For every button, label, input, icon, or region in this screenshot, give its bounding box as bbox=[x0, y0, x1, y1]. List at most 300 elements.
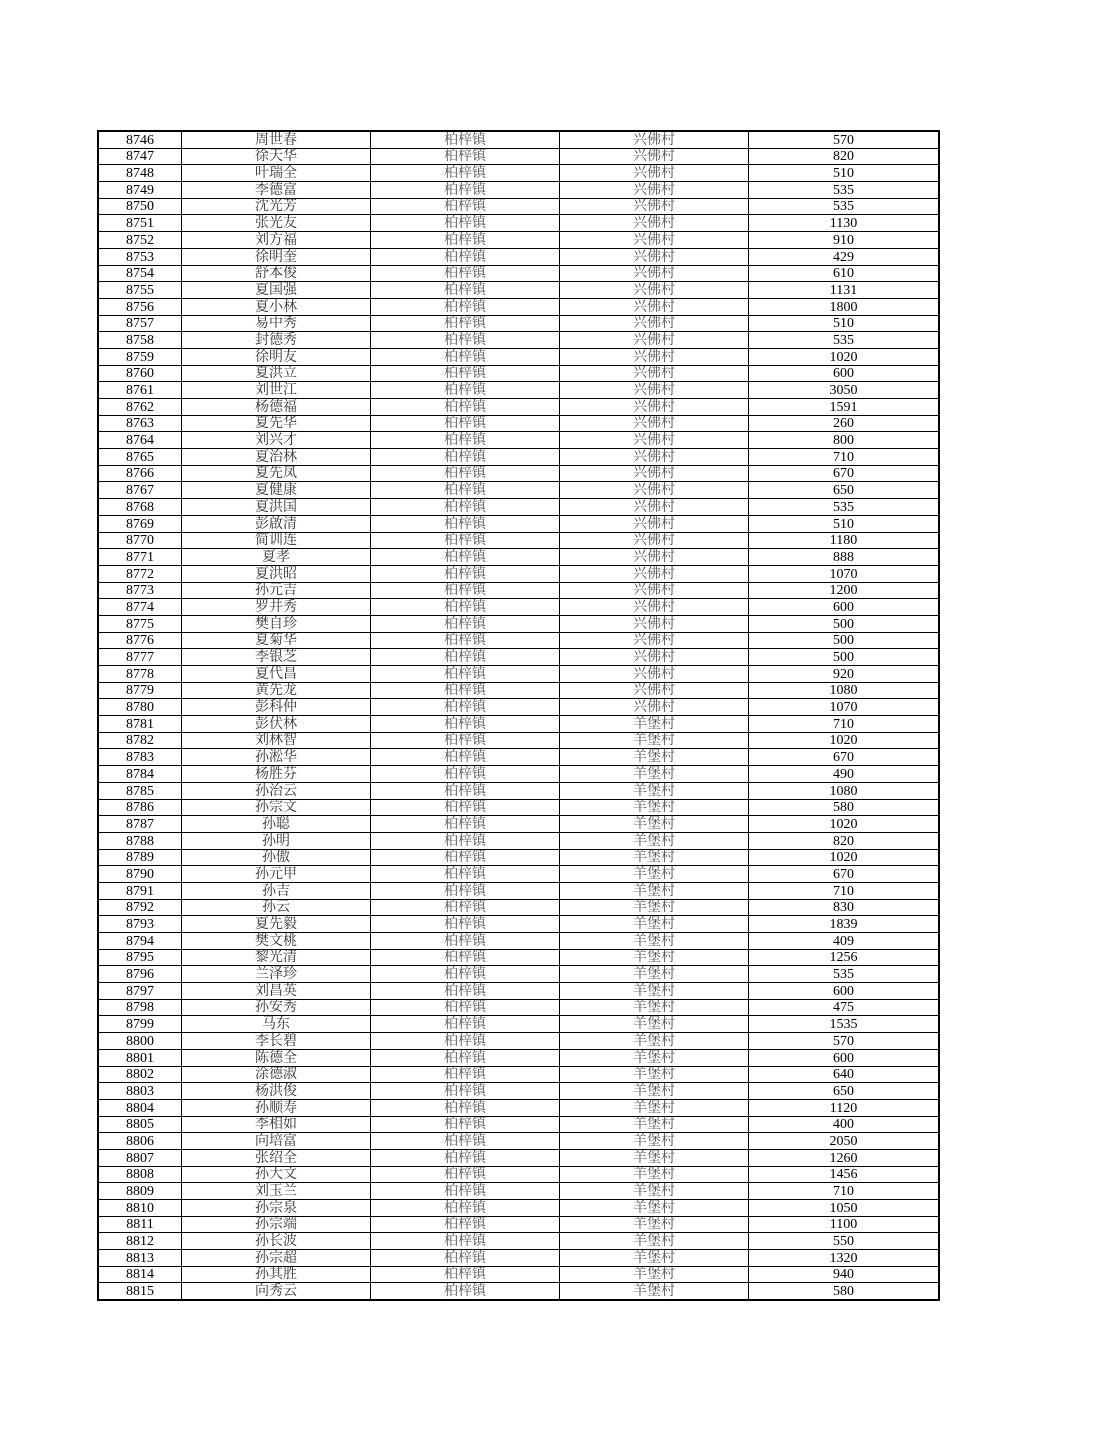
cell-name: 孙其胜 bbox=[182, 1266, 371, 1283]
cell-name: 李长碧 bbox=[182, 1033, 371, 1050]
cell-amount: 1200 bbox=[749, 582, 940, 599]
cell-id: 8761 bbox=[98, 382, 182, 399]
table-row bbox=[98, 232, 939, 249]
cell-town: 柏梓镇 bbox=[371, 399, 560, 416]
cell-amount: 1131 bbox=[749, 282, 940, 299]
cell-town: 柏梓镇 bbox=[371, 232, 560, 249]
cell-village: 兴佛村 bbox=[560, 131, 749, 148]
cell-id: 8812 bbox=[98, 1233, 182, 1250]
cell-amount: 500 bbox=[749, 632, 940, 649]
cell-name: 孙傲 bbox=[182, 849, 371, 866]
cell-village: 羊堡村 bbox=[560, 966, 749, 983]
cell-id: 8774 bbox=[98, 599, 182, 616]
cell-id: 8796 bbox=[98, 966, 182, 983]
table-row bbox=[98, 1283, 939, 1300]
cell-amount: 409 bbox=[749, 933, 940, 950]
cell-id: 8804 bbox=[98, 1099, 182, 1116]
cell-id: 8800 bbox=[98, 1033, 182, 1050]
cell-name: 孙淞华 bbox=[182, 749, 371, 766]
cell-name: 孙大文 bbox=[182, 1166, 371, 1183]
cell-village: 羊堡村 bbox=[560, 1099, 749, 1116]
cell-amount: 1591 bbox=[749, 399, 940, 416]
cell-id: 8789 bbox=[98, 849, 182, 866]
cell-name: 刘玉兰 bbox=[182, 1183, 371, 1200]
table-row bbox=[98, 582, 939, 599]
cell-amount: 670 bbox=[749, 749, 940, 766]
cell-name: 马东 bbox=[182, 1016, 371, 1033]
cell-id: 8768 bbox=[98, 499, 182, 516]
cell-village: 兴佛村 bbox=[560, 248, 749, 265]
cell-town: 柏梓镇 bbox=[371, 882, 560, 899]
cell-name: 夏治林 bbox=[182, 449, 371, 466]
cell-id: 8781 bbox=[98, 716, 182, 733]
cell-village: 兴佛村 bbox=[560, 148, 749, 165]
cell-id: 8750 bbox=[98, 198, 182, 215]
cell-id: 8773 bbox=[98, 582, 182, 599]
cell-village: 羊堡村 bbox=[560, 949, 749, 966]
cell-name: 孙明 bbox=[182, 832, 371, 849]
cell-name: 周世春 bbox=[182, 131, 371, 148]
table-row bbox=[98, 532, 939, 549]
cell-id: 8788 bbox=[98, 832, 182, 849]
cell-id: 8754 bbox=[98, 265, 182, 282]
table-row bbox=[98, 816, 939, 833]
cell-village: 羊堡村 bbox=[560, 732, 749, 749]
table-row bbox=[98, 599, 939, 616]
cell-id: 8794 bbox=[98, 933, 182, 950]
cell-village: 羊堡村 bbox=[560, 1200, 749, 1217]
cell-amount: 580 bbox=[749, 799, 940, 816]
cell-village: 羊堡村 bbox=[560, 749, 749, 766]
cell-town: 柏梓镇 bbox=[371, 832, 560, 849]
cell-name: 向秀云 bbox=[182, 1283, 371, 1300]
cell-town: 柏梓镇 bbox=[371, 1216, 560, 1233]
table-row bbox=[98, 916, 939, 933]
cell-name: 简训连 bbox=[182, 532, 371, 549]
cell-name: 罗井秀 bbox=[182, 599, 371, 616]
cell-id: 8793 bbox=[98, 916, 182, 933]
cell-village: 羊堡村 bbox=[560, 1049, 749, 1066]
cell-village: 羊堡村 bbox=[560, 1216, 749, 1233]
cell-name: 刘昌英 bbox=[182, 983, 371, 1000]
table-row bbox=[98, 1233, 939, 1250]
cell-town: 柏梓镇 bbox=[371, 1283, 560, 1300]
cell-town: 柏梓镇 bbox=[371, 248, 560, 265]
cell-name: 夏健康 bbox=[182, 482, 371, 499]
cell-amount: 650 bbox=[749, 482, 940, 499]
cell-town: 柏梓镇 bbox=[371, 916, 560, 933]
cell-town: 柏梓镇 bbox=[371, 782, 560, 799]
cell-town: 柏梓镇 bbox=[371, 348, 560, 365]
cell-amount: 910 bbox=[749, 232, 940, 249]
cell-village: 兴佛村 bbox=[560, 649, 749, 666]
cell-village: 兴佛村 bbox=[560, 298, 749, 315]
cell-village: 羊堡村 bbox=[560, 866, 749, 883]
cell-village: 兴佛村 bbox=[560, 482, 749, 499]
cell-amount: 600 bbox=[749, 983, 940, 1000]
cell-amount: 500 bbox=[749, 649, 940, 666]
table-row bbox=[98, 1016, 939, 1033]
table-row bbox=[98, 899, 939, 916]
cell-id: 8762 bbox=[98, 399, 182, 416]
cell-village: 兴佛村 bbox=[560, 615, 749, 632]
table-row bbox=[98, 365, 939, 382]
cell-amount: 1180 bbox=[749, 532, 940, 549]
cell-town: 柏梓镇 bbox=[371, 866, 560, 883]
cell-town: 柏梓镇 bbox=[371, 1200, 560, 1217]
cell-town: 柏梓镇 bbox=[371, 1183, 560, 1200]
table-row bbox=[98, 866, 939, 883]
cell-amount: 535 bbox=[749, 182, 940, 199]
cell-id: 8767 bbox=[98, 482, 182, 499]
cell-village: 兴佛村 bbox=[560, 282, 749, 299]
cell-village: 羊堡村 bbox=[560, 716, 749, 733]
cell-name: 孙云 bbox=[182, 899, 371, 916]
cell-town: 柏梓镇 bbox=[371, 1149, 560, 1166]
cell-name: 夏先凤 bbox=[182, 465, 371, 482]
cell-town: 柏梓镇 bbox=[371, 749, 560, 766]
cell-amount: 1070 bbox=[749, 565, 940, 582]
cell-village: 羊堡村 bbox=[560, 1266, 749, 1283]
cell-village: 羊堡村 bbox=[560, 1133, 749, 1150]
cell-id: 8757 bbox=[98, 315, 182, 332]
cell-amount: 1070 bbox=[749, 699, 940, 716]
cell-amount: 1100 bbox=[749, 1216, 940, 1233]
cell-amount: 710 bbox=[749, 1183, 940, 1200]
table-row bbox=[98, 849, 939, 866]
table-row bbox=[98, 131, 939, 148]
cell-name: 封德秀 bbox=[182, 332, 371, 349]
cell-amount: 600 bbox=[749, 1049, 940, 1066]
cell-amount: 1080 bbox=[749, 682, 940, 699]
cell-amount: 535 bbox=[749, 966, 940, 983]
cell-id: 8746 bbox=[98, 131, 182, 148]
cell-town: 柏梓镇 bbox=[371, 699, 560, 716]
cell-village: 羊堡村 bbox=[560, 1066, 749, 1083]
table-row bbox=[98, 1183, 939, 1200]
cell-village: 兴佛村 bbox=[560, 399, 749, 416]
table-row bbox=[98, 1200, 939, 1217]
cell-name: 孙宗超 bbox=[182, 1250, 371, 1267]
table-row bbox=[98, 632, 939, 649]
cell-amount: 475 bbox=[749, 999, 940, 1016]
table-row bbox=[98, 1066, 939, 1083]
cell-amount: 920 bbox=[749, 666, 940, 683]
cell-amount: 1256 bbox=[749, 949, 940, 966]
cell-name: 夏小林 bbox=[182, 298, 371, 315]
cell-amount: 535 bbox=[749, 198, 940, 215]
cell-town: 柏梓镇 bbox=[371, 1016, 560, 1033]
cell-town: 柏梓镇 bbox=[371, 1049, 560, 1066]
table-row bbox=[98, 298, 939, 315]
cell-village: 兴佛村 bbox=[560, 449, 749, 466]
cell-village: 羊堡村 bbox=[560, 1149, 749, 1166]
cell-town: 柏梓镇 bbox=[371, 182, 560, 199]
cell-town: 柏梓镇 bbox=[371, 449, 560, 466]
cell-name: 李德富 bbox=[182, 182, 371, 199]
cell-village: 兴佛村 bbox=[560, 432, 749, 449]
cell-town: 柏梓镇 bbox=[371, 732, 560, 749]
data-table bbox=[97, 130, 940, 1301]
cell-id: 8782 bbox=[98, 732, 182, 749]
cell-name: 孙安秀 bbox=[182, 999, 371, 1016]
cell-amount: 670 bbox=[749, 465, 940, 482]
cell-village: 羊堡村 bbox=[560, 1183, 749, 1200]
cell-name: 向培富 bbox=[182, 1133, 371, 1150]
cell-id: 8783 bbox=[98, 749, 182, 766]
cell-town: 柏梓镇 bbox=[371, 816, 560, 833]
cell-village: 羊堡村 bbox=[560, 1233, 749, 1250]
cell-id: 8792 bbox=[98, 899, 182, 916]
table-row bbox=[98, 615, 939, 632]
cell-name: 孙元吉 bbox=[182, 582, 371, 599]
cell-amount: 650 bbox=[749, 1083, 940, 1100]
cell-town: 柏梓镇 bbox=[371, 649, 560, 666]
cell-id: 8797 bbox=[98, 983, 182, 1000]
cell-amount: 1535 bbox=[749, 1016, 940, 1033]
cell-town: 柏梓镇 bbox=[371, 282, 560, 299]
cell-id: 8753 bbox=[98, 248, 182, 265]
cell-amount: 670 bbox=[749, 866, 940, 883]
cell-name: 兰泽珍 bbox=[182, 966, 371, 983]
table-row bbox=[98, 949, 939, 966]
table-row bbox=[98, 282, 939, 299]
cell-town: 柏梓镇 bbox=[371, 365, 560, 382]
cell-id: 8779 bbox=[98, 682, 182, 699]
cell-id: 8771 bbox=[98, 549, 182, 566]
cell-amount: 490 bbox=[749, 766, 940, 783]
cell-town: 柏梓镇 bbox=[371, 415, 560, 432]
cell-id: 8810 bbox=[98, 1200, 182, 1217]
cell-town: 柏梓镇 bbox=[371, 382, 560, 399]
cell-id: 8791 bbox=[98, 882, 182, 899]
cell-name: 孙宗泉 bbox=[182, 1200, 371, 1217]
cell-name: 陈德全 bbox=[182, 1049, 371, 1066]
cell-name: 夏先毅 bbox=[182, 916, 371, 933]
cell-name: 樊自珍 bbox=[182, 615, 371, 632]
cell-name: 刘世江 bbox=[182, 382, 371, 399]
cell-town: 柏梓镇 bbox=[371, 265, 560, 282]
cell-id: 8780 bbox=[98, 699, 182, 716]
cell-id: 8756 bbox=[98, 298, 182, 315]
cell-name: 孙宗端 bbox=[182, 1216, 371, 1233]
cell-village: 羊堡村 bbox=[560, 849, 749, 866]
table-row bbox=[98, 666, 939, 683]
table-row bbox=[98, 732, 939, 749]
table-row bbox=[98, 799, 939, 816]
table-row bbox=[98, 649, 939, 666]
cell-town: 柏梓镇 bbox=[371, 549, 560, 566]
cell-name: 夏洪国 bbox=[182, 499, 371, 516]
cell-id: 8795 bbox=[98, 949, 182, 966]
cell-name: 夏先华 bbox=[182, 415, 371, 432]
cell-id: 8752 bbox=[98, 232, 182, 249]
cell-name: 夏菊华 bbox=[182, 632, 371, 649]
cell-village: 兴佛村 bbox=[560, 215, 749, 232]
cell-village: 羊堡村 bbox=[560, 1166, 749, 1183]
cell-amount: 888 bbox=[749, 549, 940, 566]
cell-village: 兴佛村 bbox=[560, 315, 749, 332]
cell-id: 8814 bbox=[98, 1266, 182, 1283]
table-row bbox=[98, 1250, 939, 1267]
table-row bbox=[98, 966, 939, 983]
cell-amount: 710 bbox=[749, 882, 940, 899]
cell-village: 羊堡村 bbox=[560, 933, 749, 950]
table-row bbox=[98, 766, 939, 783]
cell-name: 张光友 bbox=[182, 215, 371, 232]
cell-town: 柏梓镇 bbox=[371, 682, 560, 699]
cell-village: 羊堡村 bbox=[560, 882, 749, 899]
table-row bbox=[98, 248, 939, 265]
cell-town: 柏梓镇 bbox=[371, 899, 560, 916]
cell-town: 柏梓镇 bbox=[371, 215, 560, 232]
table-row bbox=[98, 1099, 939, 1116]
table-row bbox=[98, 1133, 939, 1150]
cell-name: 杨洪俊 bbox=[182, 1083, 371, 1100]
cell-id: 8765 bbox=[98, 449, 182, 466]
cell-amount: 1020 bbox=[749, 816, 940, 833]
cell-village: 兴佛村 bbox=[560, 682, 749, 699]
cell-village: 羊堡村 bbox=[560, 1116, 749, 1133]
table-row bbox=[98, 565, 939, 582]
cell-id: 8764 bbox=[98, 432, 182, 449]
cell-town: 柏梓镇 bbox=[371, 1033, 560, 1050]
table-row bbox=[98, 215, 939, 232]
cell-amount: 1020 bbox=[749, 732, 940, 749]
cell-town: 柏梓镇 bbox=[371, 198, 560, 215]
cell-amount: 1456 bbox=[749, 1166, 940, 1183]
cell-town: 柏梓镇 bbox=[371, 1266, 560, 1283]
cell-name: 彭科仲 bbox=[182, 699, 371, 716]
table-row bbox=[98, 999, 939, 1016]
table-row bbox=[98, 382, 939, 399]
table-row bbox=[98, 749, 939, 766]
table-body bbox=[98, 131, 939, 1300]
cell-name: 叶瑞全 bbox=[182, 165, 371, 182]
cell-id: 8807 bbox=[98, 1149, 182, 1166]
cell-town: 柏梓镇 bbox=[371, 1116, 560, 1133]
cell-amount: 429 bbox=[749, 248, 940, 265]
cell-id: 8776 bbox=[98, 632, 182, 649]
cell-town: 柏梓镇 bbox=[371, 615, 560, 632]
cell-name: 舒本俊 bbox=[182, 265, 371, 282]
cell-name: 杨胜芬 bbox=[182, 766, 371, 783]
cell-name: 樊文桃 bbox=[182, 933, 371, 950]
cell-name: 孙治云 bbox=[182, 782, 371, 799]
cell-name: 孙长波 bbox=[182, 1233, 371, 1250]
cell-town: 柏梓镇 bbox=[371, 148, 560, 165]
cell-id: 8790 bbox=[98, 866, 182, 883]
cell-village: 兴佛村 bbox=[560, 182, 749, 199]
cell-village: 兴佛村 bbox=[560, 382, 749, 399]
table-row bbox=[98, 482, 939, 499]
cell-amount: 640 bbox=[749, 1066, 940, 1083]
cell-town: 柏梓镇 bbox=[371, 582, 560, 599]
cell-amount: 510 bbox=[749, 315, 940, 332]
cell-amount: 830 bbox=[749, 899, 940, 916]
table-row bbox=[98, 165, 939, 182]
cell-village: 羊堡村 bbox=[560, 1033, 749, 1050]
cell-amount: 570 bbox=[749, 131, 940, 148]
cell-amount: 1800 bbox=[749, 298, 940, 315]
cell-village: 羊堡村 bbox=[560, 799, 749, 816]
cell-village: 兴佛村 bbox=[560, 549, 749, 566]
cell-amount: 600 bbox=[749, 599, 940, 616]
cell-town: 柏梓镇 bbox=[371, 1250, 560, 1267]
table-row bbox=[98, 933, 939, 950]
table-row bbox=[98, 1266, 939, 1283]
cell-id: 8763 bbox=[98, 415, 182, 432]
cell-name: 张绍全 bbox=[182, 1149, 371, 1166]
cell-id: 8785 bbox=[98, 782, 182, 799]
cell-amount: 535 bbox=[749, 499, 940, 516]
cell-id: 8803 bbox=[98, 1083, 182, 1100]
cell-name: 孙聪 bbox=[182, 816, 371, 833]
table-row bbox=[98, 415, 939, 432]
cell-id: 8755 bbox=[98, 282, 182, 299]
cell-name: 徐明奎 bbox=[182, 248, 371, 265]
cell-village: 兴佛村 bbox=[560, 332, 749, 349]
cell-id: 8815 bbox=[98, 1283, 182, 1300]
cell-amount: 1260 bbox=[749, 1149, 940, 1166]
cell-village: 羊堡村 bbox=[560, 1250, 749, 1267]
cell-town: 柏梓镇 bbox=[371, 999, 560, 1016]
cell-id: 8787 bbox=[98, 816, 182, 833]
cell-town: 柏梓镇 bbox=[371, 565, 560, 582]
cell-name: 夏洪立 bbox=[182, 365, 371, 382]
cell-amount: 570 bbox=[749, 1033, 940, 1050]
cell-name: 易中秀 bbox=[182, 315, 371, 332]
cell-name: 刘方福 bbox=[182, 232, 371, 249]
cell-name: 黄先龙 bbox=[182, 682, 371, 699]
cell-village: 兴佛村 bbox=[560, 465, 749, 482]
cell-village: 兴佛村 bbox=[560, 265, 749, 282]
cell-village: 兴佛村 bbox=[560, 515, 749, 532]
cell-amount: 710 bbox=[749, 716, 940, 733]
cell-amount: 260 bbox=[749, 415, 940, 432]
cell-id: 8748 bbox=[98, 165, 182, 182]
cell-village: 羊堡村 bbox=[560, 782, 749, 799]
cell-id: 8806 bbox=[98, 1133, 182, 1150]
cell-town: 柏梓镇 bbox=[371, 799, 560, 816]
cell-village: 兴佛村 bbox=[560, 365, 749, 382]
cell-name: 彭伏林 bbox=[182, 716, 371, 733]
cell-name: 孙元甲 bbox=[182, 866, 371, 883]
table-row bbox=[98, 515, 939, 532]
cell-id: 8769 bbox=[98, 515, 182, 532]
cell-id: 8813 bbox=[98, 1250, 182, 1267]
cell-village: 兴佛村 bbox=[560, 632, 749, 649]
cell-amount: 1020 bbox=[749, 348, 940, 365]
table-row bbox=[98, 182, 939, 199]
cell-amount: 500 bbox=[749, 615, 940, 632]
cell-amount: 580 bbox=[749, 1283, 940, 1300]
cell-village: 羊堡村 bbox=[560, 766, 749, 783]
cell-village: 羊堡村 bbox=[560, 899, 749, 916]
cell-name: 涂德淑 bbox=[182, 1066, 371, 1083]
cell-id: 8798 bbox=[98, 999, 182, 1016]
cell-amount: 550 bbox=[749, 1233, 940, 1250]
cell-town: 柏梓镇 bbox=[371, 1166, 560, 1183]
table-row bbox=[98, 983, 939, 1000]
cell-town: 柏梓镇 bbox=[371, 1066, 560, 1083]
cell-village: 兴佛村 bbox=[560, 232, 749, 249]
cell-amount: 535 bbox=[749, 332, 940, 349]
cell-town: 柏梓镇 bbox=[371, 332, 560, 349]
cell-village: 羊堡村 bbox=[560, 1016, 749, 1033]
cell-village: 兴佛村 bbox=[560, 532, 749, 549]
cell-village: 羊堡村 bbox=[560, 983, 749, 1000]
